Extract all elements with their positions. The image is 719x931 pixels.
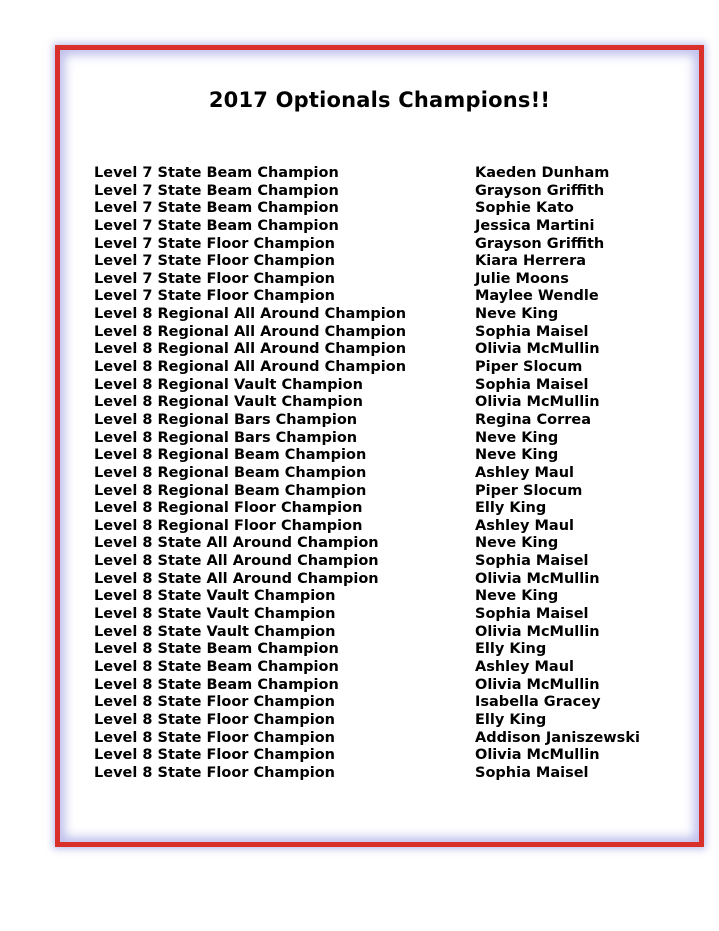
list-item bbox=[90, 659, 670, 677]
list-item bbox=[90, 430, 670, 448]
list-item bbox=[90, 200, 670, 218]
page-title: 2017 Optionals Champions!! bbox=[208, 88, 551, 112]
award-title: Level 7 State Floor Champion bbox=[94, 253, 335, 270]
list-item bbox=[90, 236, 670, 254]
athlete-name: Ashley Maul bbox=[475, 464, 574, 481]
athlete-name: Sophia Maisel bbox=[475, 323, 589, 340]
athlete-name: Kaeden Dunham bbox=[475, 165, 610, 181]
list-item bbox=[90, 518, 670, 536]
list-item bbox=[90, 730, 670, 748]
athlete-name: Neve King bbox=[475, 535, 559, 552]
champions-list bbox=[90, 165, 670, 782]
list-item bbox=[90, 324, 670, 342]
athlete-name: Kiara Herrera bbox=[475, 253, 587, 270]
athlete-name: Julie Moons bbox=[475, 270, 569, 287]
athlete-name: Isabella Gracey bbox=[475, 694, 601, 711]
athlete-name: Olivia McMullin bbox=[475, 570, 600, 587]
award-title: Level 8 State Beam Champion bbox=[94, 641, 339, 658]
athlete-name: Elly King bbox=[475, 500, 547, 517]
list-item bbox=[90, 341, 670, 359]
athlete-name: Grayson Griffith bbox=[475, 182, 605, 199]
award-title: Level 8 State Floor Champion bbox=[94, 747, 335, 764]
award-title: Level 8 State All Around Champion bbox=[94, 570, 379, 587]
list-item bbox=[90, 694, 670, 712]
award-title: Level 8 State Vault Champion bbox=[94, 623, 336, 640]
award-title: Level 8 State Beam Champion bbox=[94, 676, 339, 693]
athlete-name: Elly King bbox=[475, 711, 547, 728]
award-title: Level 8 State Floor Champion bbox=[94, 694, 335, 711]
award-title: Level 8 Regional Bars Champion bbox=[94, 411, 358, 428]
list-item bbox=[90, 712, 670, 730]
award-title: Level 7 State Floor Champion bbox=[94, 235, 335, 252]
list-item bbox=[90, 253, 670, 271]
list-item bbox=[90, 483, 670, 501]
list-item bbox=[90, 624, 670, 642]
list-item bbox=[90, 447, 670, 465]
list-item bbox=[90, 535, 670, 553]
athlete-name: Olivia McMullin bbox=[475, 394, 600, 411]
athlete-name: Neve King bbox=[475, 447, 559, 464]
athlete-name: Jessica Martini bbox=[475, 217, 595, 234]
athlete-name: Maylee Wendle bbox=[475, 288, 599, 305]
list-item bbox=[90, 641, 670, 659]
athlete-name: Regina Correa bbox=[475, 411, 592, 428]
award-title: Level 7 State Beam Champion bbox=[94, 200, 339, 217]
list-item bbox=[90, 359, 670, 377]
award-title: Level 7 State Beam Champion bbox=[94, 165, 339, 181]
award-title: Level 8 Regional Beam Champion bbox=[94, 464, 367, 481]
athlete-name: Sophie Kato bbox=[475, 200, 574, 217]
athlete-name: Neve King bbox=[475, 306, 559, 323]
award-title: Level 8 Regional Floor Champion bbox=[94, 500, 363, 517]
award-title: Level 7 State Floor Champion bbox=[94, 288, 335, 305]
award-title: Level 8 State Floor Champion bbox=[94, 729, 335, 746]
athlete-name: Sophia Maisel bbox=[475, 553, 589, 570]
athlete-name: Neve King bbox=[475, 429, 559, 446]
award-title: Level 8 Regional Vault Champion bbox=[94, 394, 363, 411]
athlete-name: Neve King bbox=[475, 588, 559, 605]
athlete-name: Piper Slocum bbox=[475, 359, 583, 376]
list-item bbox=[90, 553, 670, 571]
award-title: Level 8 State All Around Champion bbox=[94, 553, 379, 570]
list-item bbox=[90, 765, 670, 783]
award-title: Level 7 State Floor Champion bbox=[94, 270, 335, 287]
list-item bbox=[90, 465, 670, 483]
award-title: Level 8 Regional Beam Champion bbox=[94, 447, 367, 464]
athlete-name: Olivia McMullin bbox=[475, 747, 600, 764]
award-title: Level 8 State Vault Champion bbox=[94, 606, 336, 623]
award-title: Level 8 Regional All Around Champion bbox=[94, 359, 407, 376]
athlete-name: Piper Slocum bbox=[475, 482, 583, 499]
page-border-frame bbox=[55, 45, 704, 847]
list-item bbox=[90, 288, 670, 306]
list-item bbox=[90, 165, 670, 183]
award-title: Level 8 Regional Floor Champion bbox=[94, 517, 363, 534]
list-item bbox=[90, 571, 670, 589]
award-title: Level 8 Regional Bars Champion bbox=[94, 429, 358, 446]
athlete-name: Olivia McMullin bbox=[475, 676, 600, 693]
list-item bbox=[90, 271, 670, 289]
athlete-name: Olivia McMullin bbox=[475, 341, 600, 358]
award-title: Level 7 State Beam Champion bbox=[94, 182, 339, 199]
award-title: Level 7 State Beam Champion bbox=[94, 217, 339, 234]
award-title: Level 8 Regional Beam Champion bbox=[94, 482, 367, 499]
list-item bbox=[90, 306, 670, 324]
list-item bbox=[90, 500, 670, 518]
list-item bbox=[90, 218, 670, 236]
athlete-name: Ashley Maul bbox=[475, 517, 574, 534]
award-title: Level 8 Regional All Around Champion bbox=[94, 323, 407, 340]
athlete-name: Sophia Maisel bbox=[475, 606, 589, 623]
athlete-name: Sophia Maisel bbox=[475, 764, 589, 781]
list-item bbox=[90, 677, 670, 695]
list-item bbox=[90, 183, 670, 201]
award-title: Level 8 State Floor Champion bbox=[94, 764, 335, 781]
list-item bbox=[90, 588, 670, 606]
list-item bbox=[90, 412, 670, 430]
award-title: Level 8 State Beam Champion bbox=[94, 658, 339, 675]
award-title: Level 8 Regional Vault Champion bbox=[94, 376, 363, 393]
award-title: Level 8 Regional All Around Champion bbox=[94, 306, 407, 323]
award-title: Level 8 State Vault Champion bbox=[94, 588, 336, 605]
list-item bbox=[90, 377, 670, 395]
athlete-name: Grayson Griffith bbox=[475, 235, 605, 252]
list-item bbox=[90, 747, 670, 765]
list-item bbox=[90, 606, 670, 624]
athlete-name: Elly King bbox=[475, 641, 547, 658]
athlete-name: Addison Janiszewski bbox=[475, 729, 640, 746]
award-title: Level 8 State All Around Champion bbox=[94, 535, 379, 552]
award-title: Level 8 Regional All Around Champion bbox=[94, 341, 407, 358]
athlete-name: Ashley Maul bbox=[475, 658, 574, 675]
award-title: Level 8 State Floor Champion bbox=[94, 711, 335, 728]
athlete-name: Sophia Maisel bbox=[475, 376, 589, 393]
athlete-name: Olivia McMullin bbox=[475, 623, 600, 640]
list-item bbox=[90, 394, 670, 412]
